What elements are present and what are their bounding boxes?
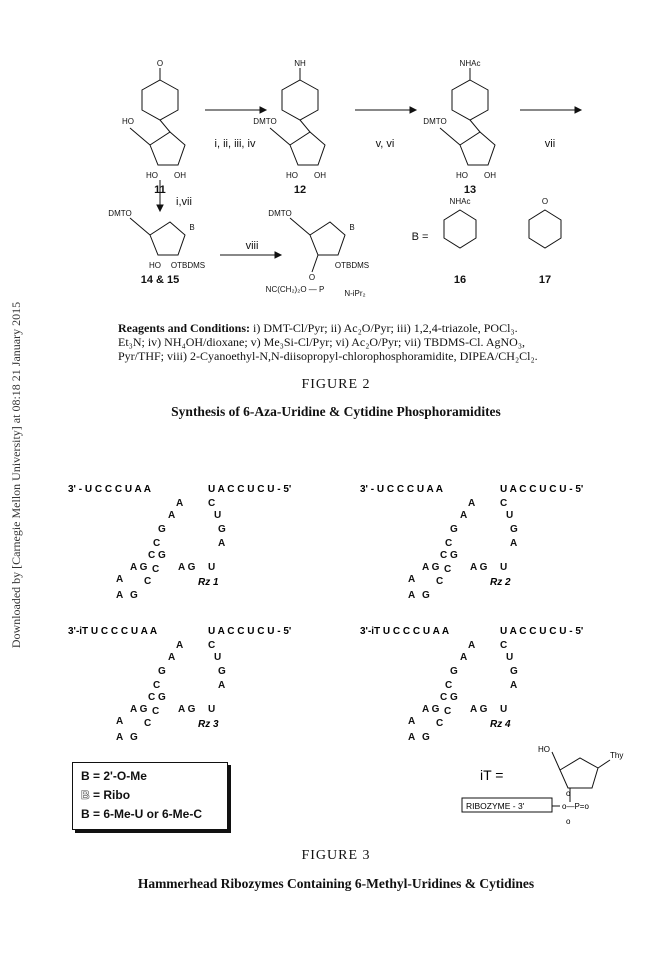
svg-text:G: G [130,590,138,601]
svg-text:G: G [422,590,430,601]
reagents-line-2: Et₃N; iv) NH₄OH/dioxane; v) Me₃Si-Cl/Pyr; vi) Ac₂O/Pyr; vii) TBDMS-Cl. AgNO₃, [118,335,526,349]
svg-text:A: A [116,732,124,743]
svg-text:G: G [450,666,458,677]
figure-3-caption: Hammerhead Ribozymes Containing 6-Methyl-Uridines & Cytidines [137,876,535,891]
svg-text:A: A [218,680,226,691]
svg-text:A G: A G [470,704,488,715]
it-label: iT = [480,767,504,783]
svg-text:NHAc: NHAc [459,60,481,68]
svg-text:G: G [450,524,458,535]
svg-text:OTBDMS: OTBDMS [170,261,206,270]
svg-text:OH: OH [174,171,186,180]
rz3-right-strand: U A C C U C U - 5' [208,626,292,637]
reagents-heading: Reagents and Conditions: [118,321,251,335]
arrow-label-viii: viii [245,240,259,252]
uracil-ring-11 [142,80,178,120]
svg-text:U: U [500,562,508,573]
svg-text:DMTO: DMTO [268,209,292,218]
reagents-line-1: i) DMT-Cl/Pyr; ii) Ac₂O/Pyr; iii) 1,2,4-triazole, POCl₃. [250,321,518,335]
svg-text:HO: HO [456,171,468,180]
svg-text:OTBDMS: OTBDMS [334,261,370,270]
svg-text:DMTO: DMTO [423,117,447,126]
legend-6-me: B = 6-Me-U or 6-Me-C [81,807,203,821]
svg-text:C: C [445,538,453,549]
azacytosine-ring-12 [282,80,318,120]
svg-text:U: U [208,704,216,715]
svg-text:O: O [308,273,316,282]
it-structure [440,740,630,840]
svg-text:G: G [218,666,226,677]
svg-text:C: C [440,692,448,703]
svg-text:A: A [510,680,518,691]
svg-text:C: C [445,680,453,691]
svg-text:C: C [208,640,216,651]
svg-text:A: A [168,652,176,663]
svg-text:U: U [208,562,216,573]
svg-text:U: U [500,704,508,715]
ribozyme-rz2-drawing [360,480,660,620]
svg-text:C: C [436,576,444,587]
legend-ribo-label: = Ribo [93,788,131,802]
svg-text:G: G [158,666,166,677]
ribozyme-rz1-drawing [68,480,368,620]
svg-text:C: C [148,550,156,561]
svg-text:DMTO: DMTO [108,209,132,218]
svg-text:U: U [506,510,514,521]
svg-text:A: A [510,538,518,549]
legend-2-o-me: B = 2'-O-Me [81,769,147,783]
it-ho: HO [538,745,550,754]
b-equals-label: B = [411,231,429,243]
svg-text:A G: A G [130,562,148,573]
it-o-bottom: o [566,817,571,826]
svg-text:A G: A G [470,562,488,573]
ribozyme-rz2 [360,480,660,620]
compound-16-label: 16 [453,274,467,286]
svg-text:C: C [148,692,156,703]
ribo-outline-b-icon: B [81,788,90,802]
ribose-ring-amidite [310,222,345,255]
svg-text:U: U [506,652,514,663]
compound-11-label: 11 [154,184,166,196]
svg-text:C: C [152,706,160,717]
arrow-label-v-vi: v, vi [375,138,395,150]
svg-text:NHAc: NHAc [449,197,471,206]
svg-text:A: A [116,716,124,727]
svg-text:NH: NH [294,60,306,68]
svg-text:G: G [130,732,138,743]
svg-text:B: B [349,223,355,232]
svg-text:A: A [218,538,226,549]
legend-box [72,762,228,830]
figure-2-title: FIGURE 2 [301,377,371,392]
rz4-right-strand: U A C C U C U - 5' [500,626,584,637]
arrow-label-i-vii: i,vii [176,196,192,208]
svg-text:A G: A G [422,562,440,573]
svg-text:C: C [436,718,444,729]
rz4-left-strand: 3'-iT U C C C U A A [360,626,450,637]
rz1-right-strand: U A C C U C U - 5' [208,484,292,495]
svg-text:A: A [408,574,416,585]
ring-16 [444,210,476,248]
it-o-top: o [566,789,571,798]
svg-text:A: A [176,640,184,651]
svg-text:C: C [153,538,161,549]
arrow-label-i-iv: i, ii, iii, iv [214,138,256,150]
svg-text:C: C [152,564,160,575]
svg-text:C: C [444,564,452,575]
ring-17 [529,210,561,248]
it-phosphate: o—P=o [562,802,589,811]
svg-text:A: A [116,590,124,601]
svg-text:O: O [541,197,549,206]
svg-text:G: G [510,524,518,535]
svg-text:HO: HO [146,171,158,180]
svg-text:A: A [408,716,416,727]
compound-17-label: 17 [538,274,552,286]
ribose-ring-14 [150,222,185,255]
svg-text:A: A [176,498,184,509]
download-note: Downloaded by [Carnegie Mellon University] at 08:18 21 January 2015 [9,301,23,649]
svg-text:G: G [422,732,430,743]
compound-13-label: 13 [463,184,477,196]
rz2-left-strand: 3' - U C C C U A A [360,484,443,495]
figure-3-title: FIGURE 3 [301,848,371,863]
svg-text:HO: HO [149,261,161,270]
ribose-ring-13 [460,132,495,165]
svg-text:A: A [460,510,468,521]
svg-text:A: A [408,590,416,601]
svg-text:G: G [510,666,518,677]
svg-text:A: A [468,498,476,509]
svg-text:G: G [218,524,226,535]
rz2-name: Rz 2 [490,577,511,588]
svg-text:OH: OH [314,171,326,180]
svg-text:A G: A G [422,704,440,715]
it-structure-drawing [440,740,630,840]
compound-12-label: 12 [293,184,307,196]
svg-text:G: G [450,550,458,561]
svg-text:N-iPr₂: N-iPr₂ [344,289,366,298]
svg-text:G: G [450,692,458,703]
svg-text:C: C [500,498,508,509]
svg-text:A: A [168,510,176,521]
ribozyme-rz3 [68,622,368,762]
svg-text:A G: A G [178,704,196,715]
ribose-ring-11 [150,132,185,165]
rz3-left-strand: 3'-iT U C C C U A A [68,626,158,637]
it-thy: Thy [610,751,624,760]
svg-text:U: U [214,510,222,521]
svg-text:A G: A G [178,562,196,573]
svg-text:C: C [153,680,161,691]
rz1-left-strand: 3' - U C C C U A A [68,484,151,495]
arrow-label-vii: vii [544,138,556,150]
reagents-line-3: Pyr/THF; viii) 2-Cyanoethyl-N,N-diisopropyl-chlorophosphoramidite, DIPEA/CH₂Cl₂. [118,349,538,363]
svg-text:OH: OH [484,171,496,180]
svg-text:G: G [158,550,166,561]
svg-text:A: A [460,652,468,663]
svg-text:A: A [116,574,124,585]
svg-text:G: G [158,524,166,535]
rz1-name: Rz 1 [198,577,219,588]
svg-text:C: C [444,706,452,717]
svg-text:HO: HO [286,171,298,180]
it-ribozyme-box: RIBOZYME - 3' [466,801,525,811]
svg-text:C: C [144,718,152,729]
reagents-and-conditions [118,321,618,363]
ribose-ring-12 [290,132,325,165]
ribozyme-rz3-drawing [68,622,368,762]
ribozyme-rz1 [68,480,368,620]
svg-text:U: U [214,652,222,663]
ring-13 [452,80,488,120]
svg-text:B: B [189,223,195,232]
svg-text:A G: A G [130,704,148,715]
svg-text:DMTO: DMTO [253,117,277,126]
svg-text:O: O [156,60,164,68]
compound-14-15-label: 14 & 15 [140,274,180,286]
legend-ribo [81,786,219,805]
svg-text:C: C [208,498,216,509]
svg-text:A: A [468,640,476,651]
svg-text:NC(CH₂)₂O — P: NC(CH₂)₂O — P [265,285,325,294]
svg-text:HO: HO [122,117,134,126]
svg-text:A: A [408,732,416,743]
svg-text:C: C [440,550,448,561]
rz4-name: Rz 4 [490,719,511,730]
svg-text:C: C [500,640,508,651]
rz2-right-strand: U A C C U C U - 5' [500,484,584,495]
figure-2-caption: Synthesis of 6-Aza-Uridine & Cytidine Phosphoramidites [171,404,501,419]
svg-text:C: C [144,576,152,587]
rz3-name: Rz 3 [198,719,219,730]
svg-text:G: G [158,692,166,703]
